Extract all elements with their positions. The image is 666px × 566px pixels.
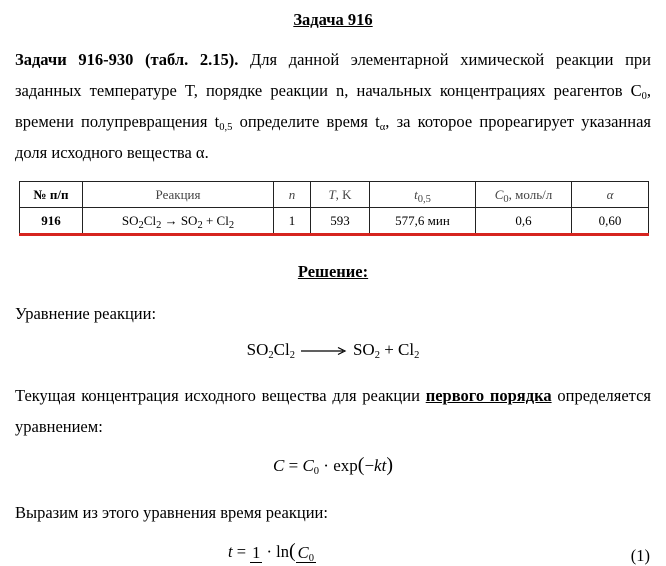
reaction-equation-label: Уравнение реакции: [15, 304, 157, 323]
cell-reaction: $SO_2Cl_2 \to SO_2 + Cl_2$ [83, 208, 274, 235]
cell-t-half: 577,6 мин [370, 208, 476, 235]
page-title: Задача 916 [293, 10, 373, 29]
header-n: n [274, 182, 311, 208]
first-order-paragraph: Текущая концентрация исходного вещества для реакции первого порядка определяется уравнением: [15, 386, 651, 436]
cell-num: 916 [20, 208, 83, 235]
concentration-equation: $C = C_0 \cdot \exp(-kt)$ [273, 454, 393, 477]
header-num: № п/п [20, 182, 83, 208]
cell-T: 593 [311, 208, 370, 235]
reaction-arrow-icon [301, 346, 347, 356]
cell-c0: 0,6 [476, 208, 572, 235]
task-description: Задачи 916-930 (табл. 2.15). Для данной элементарной химической реакции при заданных температуре T, порядке реакции n, начальных концентрациях реагентов $C_0$, времени полупревращения $t_{0,5}$ определите время $t_\alpha$, за которое прореагирует указанная доля исходного вещества α. [15, 50, 651, 162]
equation-number: (1) [630, 546, 650, 565]
time-formula: t = 1 · ln( $C_0$ [228, 540, 314, 565]
cell-n: 1 [274, 208, 311, 235]
solution-heading: Решение: [297, 262, 369, 281]
cell-alpha: 0,60 [572, 208, 649, 235]
table-header-row [20, 182, 649, 208]
header-alpha: α [572, 182, 649, 208]
header-t-half: $t_{0,5}$ [370, 182, 476, 208]
table-row [20, 208, 649, 235]
time-expression-label: Выразим из этого уравнения время реакции: [15, 503, 328, 522]
header-reaction: Реакция [83, 182, 274, 208]
header-c0: $C_0$, моль/л [476, 182, 572, 208]
task-table [19, 181, 649, 236]
header-T: T, K [311, 182, 370, 208]
task-range-label: Задачи 916-930 (табл. 2.15). [15, 50, 239, 69]
reaction-equation: $SO_2Cl_2$ $SO_2 + Cl_2$ [246, 340, 420, 361]
